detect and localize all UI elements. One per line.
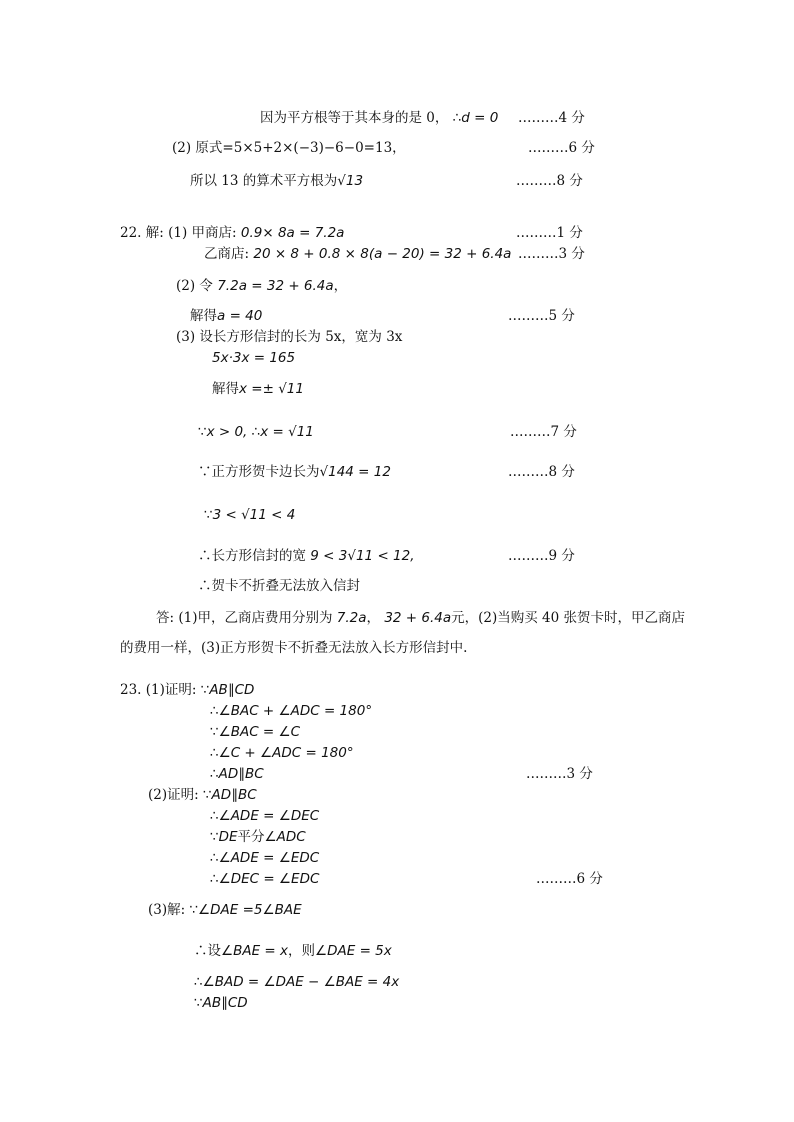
text-line: ∴设∠BAE = x，则∠DAE = 5x: [194, 943, 392, 959]
text-line: ∴∠C + ∠ADC = 180°: [210, 745, 354, 761]
score-mark: ………6 分: [536, 871, 603, 887]
text-line: 5x·3x = 165: [212, 350, 296, 366]
text-line: (2)证明: ∵AD∥BC: [148, 787, 257, 803]
text-line: ∴∠ADE = ∠EDC: [210, 850, 320, 866]
text-line: ∵AB∥CD: [194, 995, 248, 1011]
text-line: 所以 13 的算术平方根为√13: [190, 173, 364, 189]
text-line: ∴AD∥BC: [210, 766, 264, 782]
text-line: 因为平方根等于其本身的是 0， ∴d = 0: [260, 110, 499, 126]
text-line: ∴∠ADE = ∠DEC: [210, 808, 320, 824]
text-line: ∴长方形信封的宽 9 < 3√11 < 12,: [198, 548, 415, 564]
text-line: ∴贺卡不折叠无法放入信封: [198, 578, 360, 594]
text-line: ∴∠BAD = ∠DAE − ∠BAE = 4x: [194, 974, 400, 990]
text-line: ∴∠DEC = ∠EDC: [210, 871, 320, 887]
text-line: (2) 令 7.2a = 32 + 6.4a，: [176, 278, 348, 294]
text-line: 的费用一样，(3)正方形贺卡不折叠无法放入长方形信封中.: [120, 640, 468, 656]
text-line: ∵3 < √11 < 4: [204, 507, 296, 523]
score-mark: ………1 分: [516, 225, 583, 241]
text-line: ∴∠BAC + ∠ADC = 180°: [210, 703, 373, 719]
score-mark: ………5 分: [508, 308, 575, 324]
score-mark: ………4 分: [518, 110, 585, 126]
text-line: ∵正方形贺卡边长为√144 = 12: [198, 464, 391, 480]
text-line: ∵∠BAC = ∠C: [210, 724, 301, 740]
text-line: 答: (1)甲，乙商店费用分别为 7.2a， 32 + 6.4a元，(2)当购买 40 张贺卡时，甲乙商店: [156, 610, 686, 626]
score-mark: ………9 分: [508, 548, 575, 564]
text-line: 22. 解: (1) 甲商店: 0.9× 8a = 7.2a: [120, 225, 345, 241]
text-line: 解得x =± √11: [212, 381, 304, 397]
text-line: (3)解: ∵∠DAE =5∠BAE: [148, 902, 302, 918]
score-mark: ………8 分: [516, 173, 583, 189]
score-mark: ………3 分: [526, 766, 593, 782]
score-mark: ………3 分: [518, 246, 585, 262]
text-line: ∵DE平分∠ADC: [210, 829, 306, 845]
text-line: (2) 原式=5×5+2×(−3)−6−0=13，: [172, 140, 406, 156]
score-mark: ………6 分: [528, 140, 595, 156]
score-mark: ………8 分: [508, 464, 575, 480]
text-line: ∵x > 0, ∴x = √11: [198, 424, 314, 440]
text-line: 乙商店: 20 × 8 + 0.8 × 8(a − 20) = 32 + 6.4a: [204, 246, 512, 262]
text-line: 23. (1)证明: ∵AB∥CD: [120, 682, 255, 698]
text-line: 解得a = 40: [190, 308, 263, 324]
score-mark: ………7 分: [510, 424, 577, 440]
text-line: (3) 设长方形信封的长为 5x，宽为 3x: [176, 329, 403, 345]
